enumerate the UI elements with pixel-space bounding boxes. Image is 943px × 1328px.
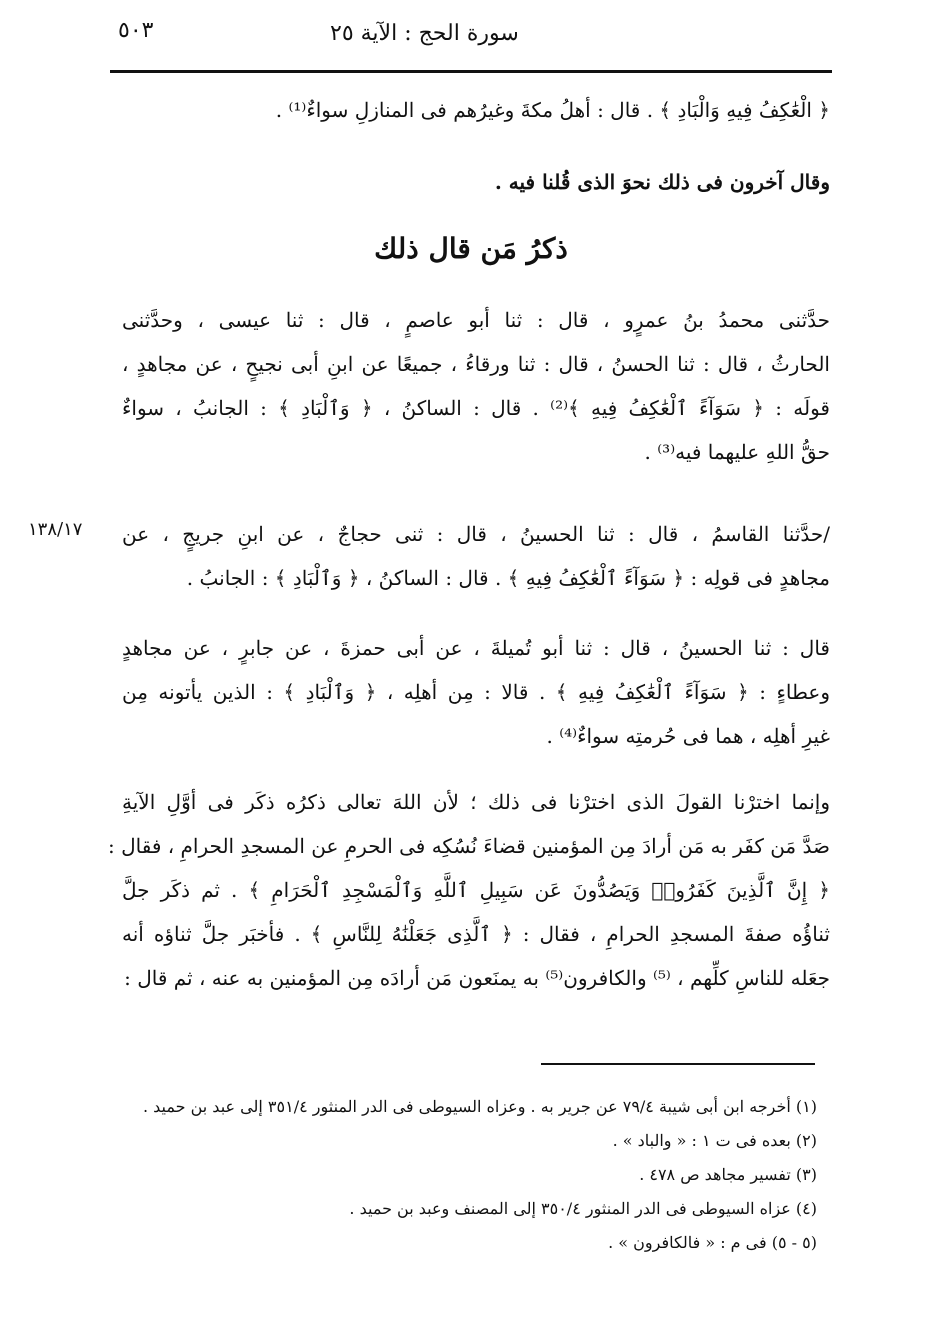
paragraph-3-line-1: قال : ثنا الحسينُ ، قال : ثنا أبو تُميلةَ ، عن أبى حمزةَ ، عن جابرٍ ، عن مجاهدٍ — [122, 636, 830, 660]
footnote-3: (٣) تفسير مجاهد ص ٤٧٨ . — [639, 1165, 817, 1184]
paragraph-4-line-3: ﴿ إِنَّ ٱلَّذِينَ كَفَرُوا۟ وَيَصُدُّونَ عَن سَبِيلِ ٱللَّهِ وَٱلْمَسْجِدِ ٱلْحَرَامِ ﴾ . ثم ذكَر جلَّ — [122, 878, 830, 902]
section-heading: ذكرُ مَن قال ذلك — [374, 232, 568, 265]
footnote-4: (٤) عزاه السيوطى فى الدر المنثور ٣٥٠/٤ إلى المصنف وعبد بن حميد . — [349, 1199, 817, 1218]
page-number: ٥٠٣ — [118, 18, 154, 43]
paragraph-4 — [107, 780, 830, 1000]
paragraph-4-line-4: ثناؤُه صفةَ المسجدِ الحرامِ ، فقال : ﴿ ٱلَّذِى جَعَلْنَٰهُ لِلنَّاسِ ﴾ . فأخبَر جلَّ ثناؤه أنه — [122, 922, 830, 946]
header-rule — [110, 70, 832, 73]
paragraph-3-line-3: غيرِ أهلِه ، هما فى حُرمتِه سواءٌ⁽⁴⁾ . — [546, 724, 830, 748]
running-title: سورة الحج : الآية ٢٥ — [330, 21, 519, 46]
paragraph-1-line-3: قولَه : ﴿ سَوَآءً ٱلْعَٰكِفُ فِيهِ ﴾⁽²⁾ . قال : الساكنُ ، ﴿ وَٱلْبَادِ ﴾ : الجانبُ ، سواءٌ — [122, 396, 830, 420]
summary-section — [122, 160, 830, 204]
footnote-1: (١) أخرجه ابن أبى شيبة ٧٩/٤ عن جرير به . وعزاه السيوطى فى الدر المنثور ٣٥١/٤ إلى عبد بن حميد . — [142, 1097, 817, 1116]
opening-section — [122, 88, 830, 132]
summary-line-1: وقال آخرون فى ذلك نحوَ الذى قُلنا فيه . — [494, 170, 830, 194]
paragraph-1-line-1: حدَّثنى محمدُ بنُ عمرٍو ، قال : ثنا أبو عاصمٍ ، قال : ثنا عيسى ، وحدَّثنى — [122, 308, 830, 332]
footnote-2: (٢) بعده فى ت ١ : « والباد » . — [612, 1131, 817, 1150]
page-header — [110, 8, 832, 68]
footnotes — [87, 1090, 817, 1260]
paragraph-3 — [122, 626, 830, 758]
footnote-rule — [541, 1063, 815, 1065]
footnote-5: (٥ - ٥) فى م : « فالكافرون » . — [608, 1233, 817, 1252]
paragraph-2 — [122, 512, 830, 600]
paragraph-4-line-1: وإنما اخترْنا القولَ الذى اخترْنا فى ذلك ؛ لأن اللهَ تعالى ذكرُه ذكَر فى أوَّلِ الآيةِ — [122, 790, 830, 814]
paragraph-2-line-2: مجاهدٍ فى قولِه : ﴿ سَوَآءً ٱلْعَٰكِفُ فِيهِ ﴾ . قال : الساكنُ ، ﴿ وَٱلْبَادِ ﴾ : الجانبُ . — [186, 566, 830, 590]
paragraph-4-line-5: جعَله للناسِ كلِّهم ، ⁽⁵⁾ والكافرون⁽⁵⁾ به يمنَعون مَن أرادَه مِن المؤمنين به عنه ، ثم قال : — [124, 966, 830, 990]
margin-reference: ١٣٨/١٧ — [28, 519, 83, 540]
paragraph-2-line-1: /حدَّثنا القاسمُ ، قال : ثنا الحسينُ ، قال : ثنى حجاجٌ ، عن ابنِ جريجٍ ، عن — [122, 522, 830, 546]
opening-line-1: ﴿ الْعَٰكِفُ فِيهِ وَالْبَادِ ﴾ . قال : أهلُ مكةَ وغيرُهم فى المنازلِ سواءٌ⁽¹⁾ . — [275, 98, 830, 122]
paragraph-1-line-2: الحارثُ ، قال : ثنا الحسنُ ، قال : ثنا ورقاءُ ، جميعًا عن ابنِ أبى نجيحٍ ، عن مجاهدٍ ، — [122, 352, 830, 376]
paragraph-1 — [122, 298, 830, 474]
paragraph-4-line-2: صَدَّ مَن كفَر به مَن أرادَ مِن المؤمنين قضاءَ نُسُكِه فى الحرمِ عن المسجدِ الحرامِ ، فقال : — [107, 834, 830, 858]
paragraph-3-line-2: وعطاءٍ : ﴿ سَوَآءً ٱلْعَٰكِفُ فِيهِ ﴾ . قالا : مِن أهلِه ، ﴿ وَٱلْبَادِ ﴾ : الذين يأتونه مِن — [122, 680, 830, 704]
paragraph-1-line-4: حقُّ اللهِ عليهما فيه⁽³⁾ . — [644, 440, 830, 464]
